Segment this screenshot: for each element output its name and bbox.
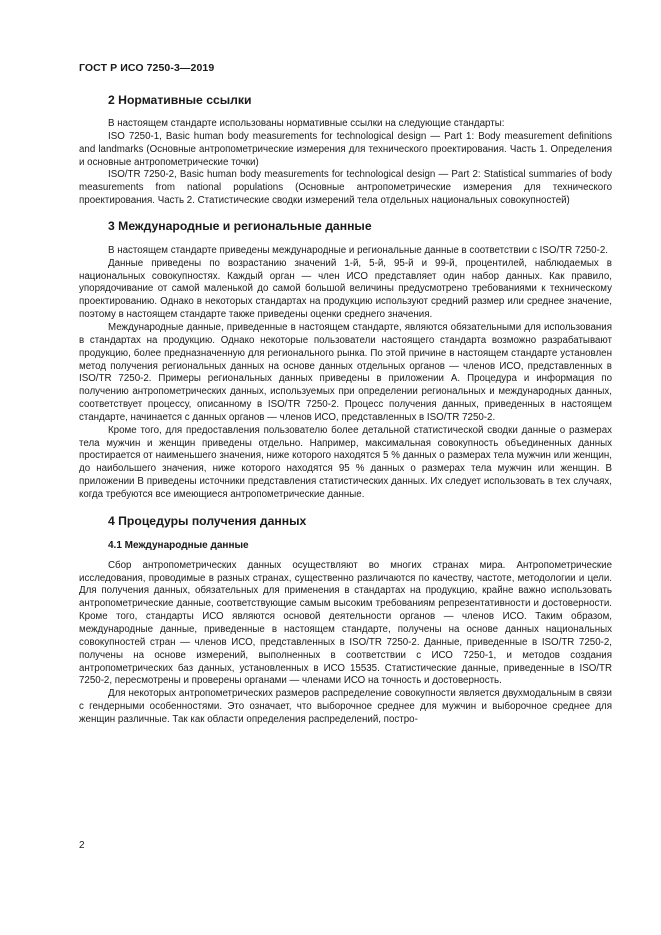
section-4-title: 4 Процедуры получения данных bbox=[108, 513, 307, 528]
section-3-paragraph: Данные приведены по возрастанию значений 1-й, 5-й, 95-й и 99-й, процентилей, наблюдаемых в национальных совокупностях. Каждый орган — член ИСО представляет один набор данных. Как правило, упорядочивание от самой маленькой до самой большой величины предусмотрено требованиями к техническому проектированию. Однако в некоторых стандартах на продукцию используют средний размер или среднее значение, поэтому в настоящем стандарте также приведены оценки среднего значения. bbox=[79, 257, 612, 321]
section-3-paragraph: Кроме того, для предоставления пользователю более детальной статистической сводки данные о размерах тела мужчин и женщин приведены отдельно. Например, максимальная совокупность объединенных данных простирается от наименьшего значения, ниже которого находятся 5 % данных о размерах тела мужчин или женщин, до наибольшего значения, ниже которого находятся 95 % данных о размерах тела мужчин или женщин. В приложении В приведены источники представления статистических данных. Их следует использовать в тех случаях, когда требуются все имеющиеся антропометрические данные. bbox=[79, 424, 612, 500]
section-2-paragraph: ISO 7250-1, Basic human body measurements for technological design — Part 1: Body measurement definitions and landmarks (Основные антропометрические измерения для технического проектирования. Часть 1. Определения и основные антропометрические точки) bbox=[79, 130, 612, 168]
section-4-1-paragraph: Для некоторых антропометрических размеров распределение совокупности является двухмодальным в связи с гендерными особенностями. Это означает, что выборочное среднее для мужчин и выборочное среднее для женщин различные. Так как области определения распределений, постро- bbox=[79, 688, 612, 725]
document-header: ГОСТ Р ИСО 7250-3—2019 bbox=[79, 62, 215, 74]
section-3-paragraph: В настоящем стандарте приведены международные и региональные данные в соответствии с ISO/TR 7250-2. bbox=[108, 244, 608, 256]
section-2-paragraph: В настоящем стандарте использованы нормативные ссылки на следующие стандарты: bbox=[108, 118, 505, 129]
document-body bbox=[79, 92, 612, 727]
section-3-paragraph: Международные данные, приведенные в настоящем стандарте, являются обязательными для использования в стандартах на продукцию. Однако некоторые пользователи настоящего стандарта возможно разрабатывают продукцию, более предназначенную для регионального рынка. По этой причине в настоящем стандарте установлен метод получения региональных данных на основе данных отдельных органов — членов ИСО, представленных в ISO/TR 7250-2. Примеры региональных данных приведены в приложении А. Процедура и информация по получению антропометрических данных, используемых при определении региональных и международных данных, соответствует процессу, описанному в ISO/TR 7250-2. Процесс получения данных, приведенных в настоящем стандарте, начинается с данных органов — членов ИСО, представленных в ISO/TR 7250-2. bbox=[79, 321, 612, 423]
page-number: 2 bbox=[79, 840, 85, 851]
section-2-paragraph: ISO/TR 7250-2, Basic human body measurements for technological design — Part 2: Statistical summaries of body measurements from national populations (Основные антропометрические измерения для технического проектирования. Часть 2. Статистические сводки измерений тела отдельных национальных совокупностей) bbox=[79, 169, 612, 207]
section-3-title: 3 Международные и региональные данные bbox=[108, 218, 372, 233]
subsection-4-1-title: 4.1 Международные данные bbox=[108, 539, 249, 551]
section-4-1-paragraph: Сбор антропометрических данных осуществляют во многих странах мира. Антропометрические исследования, проводимые в разных странах, существенно различаются по качеству, частоте, методологии и цели. Для получения данных, обязательных для применения в стандартах на продукцию, крайне важно использовать антропометрические данные, соответствующие самым высоким требованиям репрезентативности и достоверности. Кроме того, стандарты ИСО являются основой деятельности органов — членов ИСО. Таким образом, международные данные, приведенные в настоящем стандарте, получены на основе данных национальных совокупностей стран — членов ИСО, представленных в ISO/TR 7250-2. Данные, приведенные в ISO/TR 7250-2, получены на основе измерений, выполненных в соответствии с ИСО 7250-1, и методов создания антропометрических баз данных, установленных в ИСО 15535. Статистические данные, приведенные в ISO/TR 7250-2, пересмотрены и проверены органами — членами ИСО на точность и достоверность. bbox=[79, 559, 612, 687]
section-2-title: 2 Нормативные ссылки bbox=[108, 93, 252, 107]
